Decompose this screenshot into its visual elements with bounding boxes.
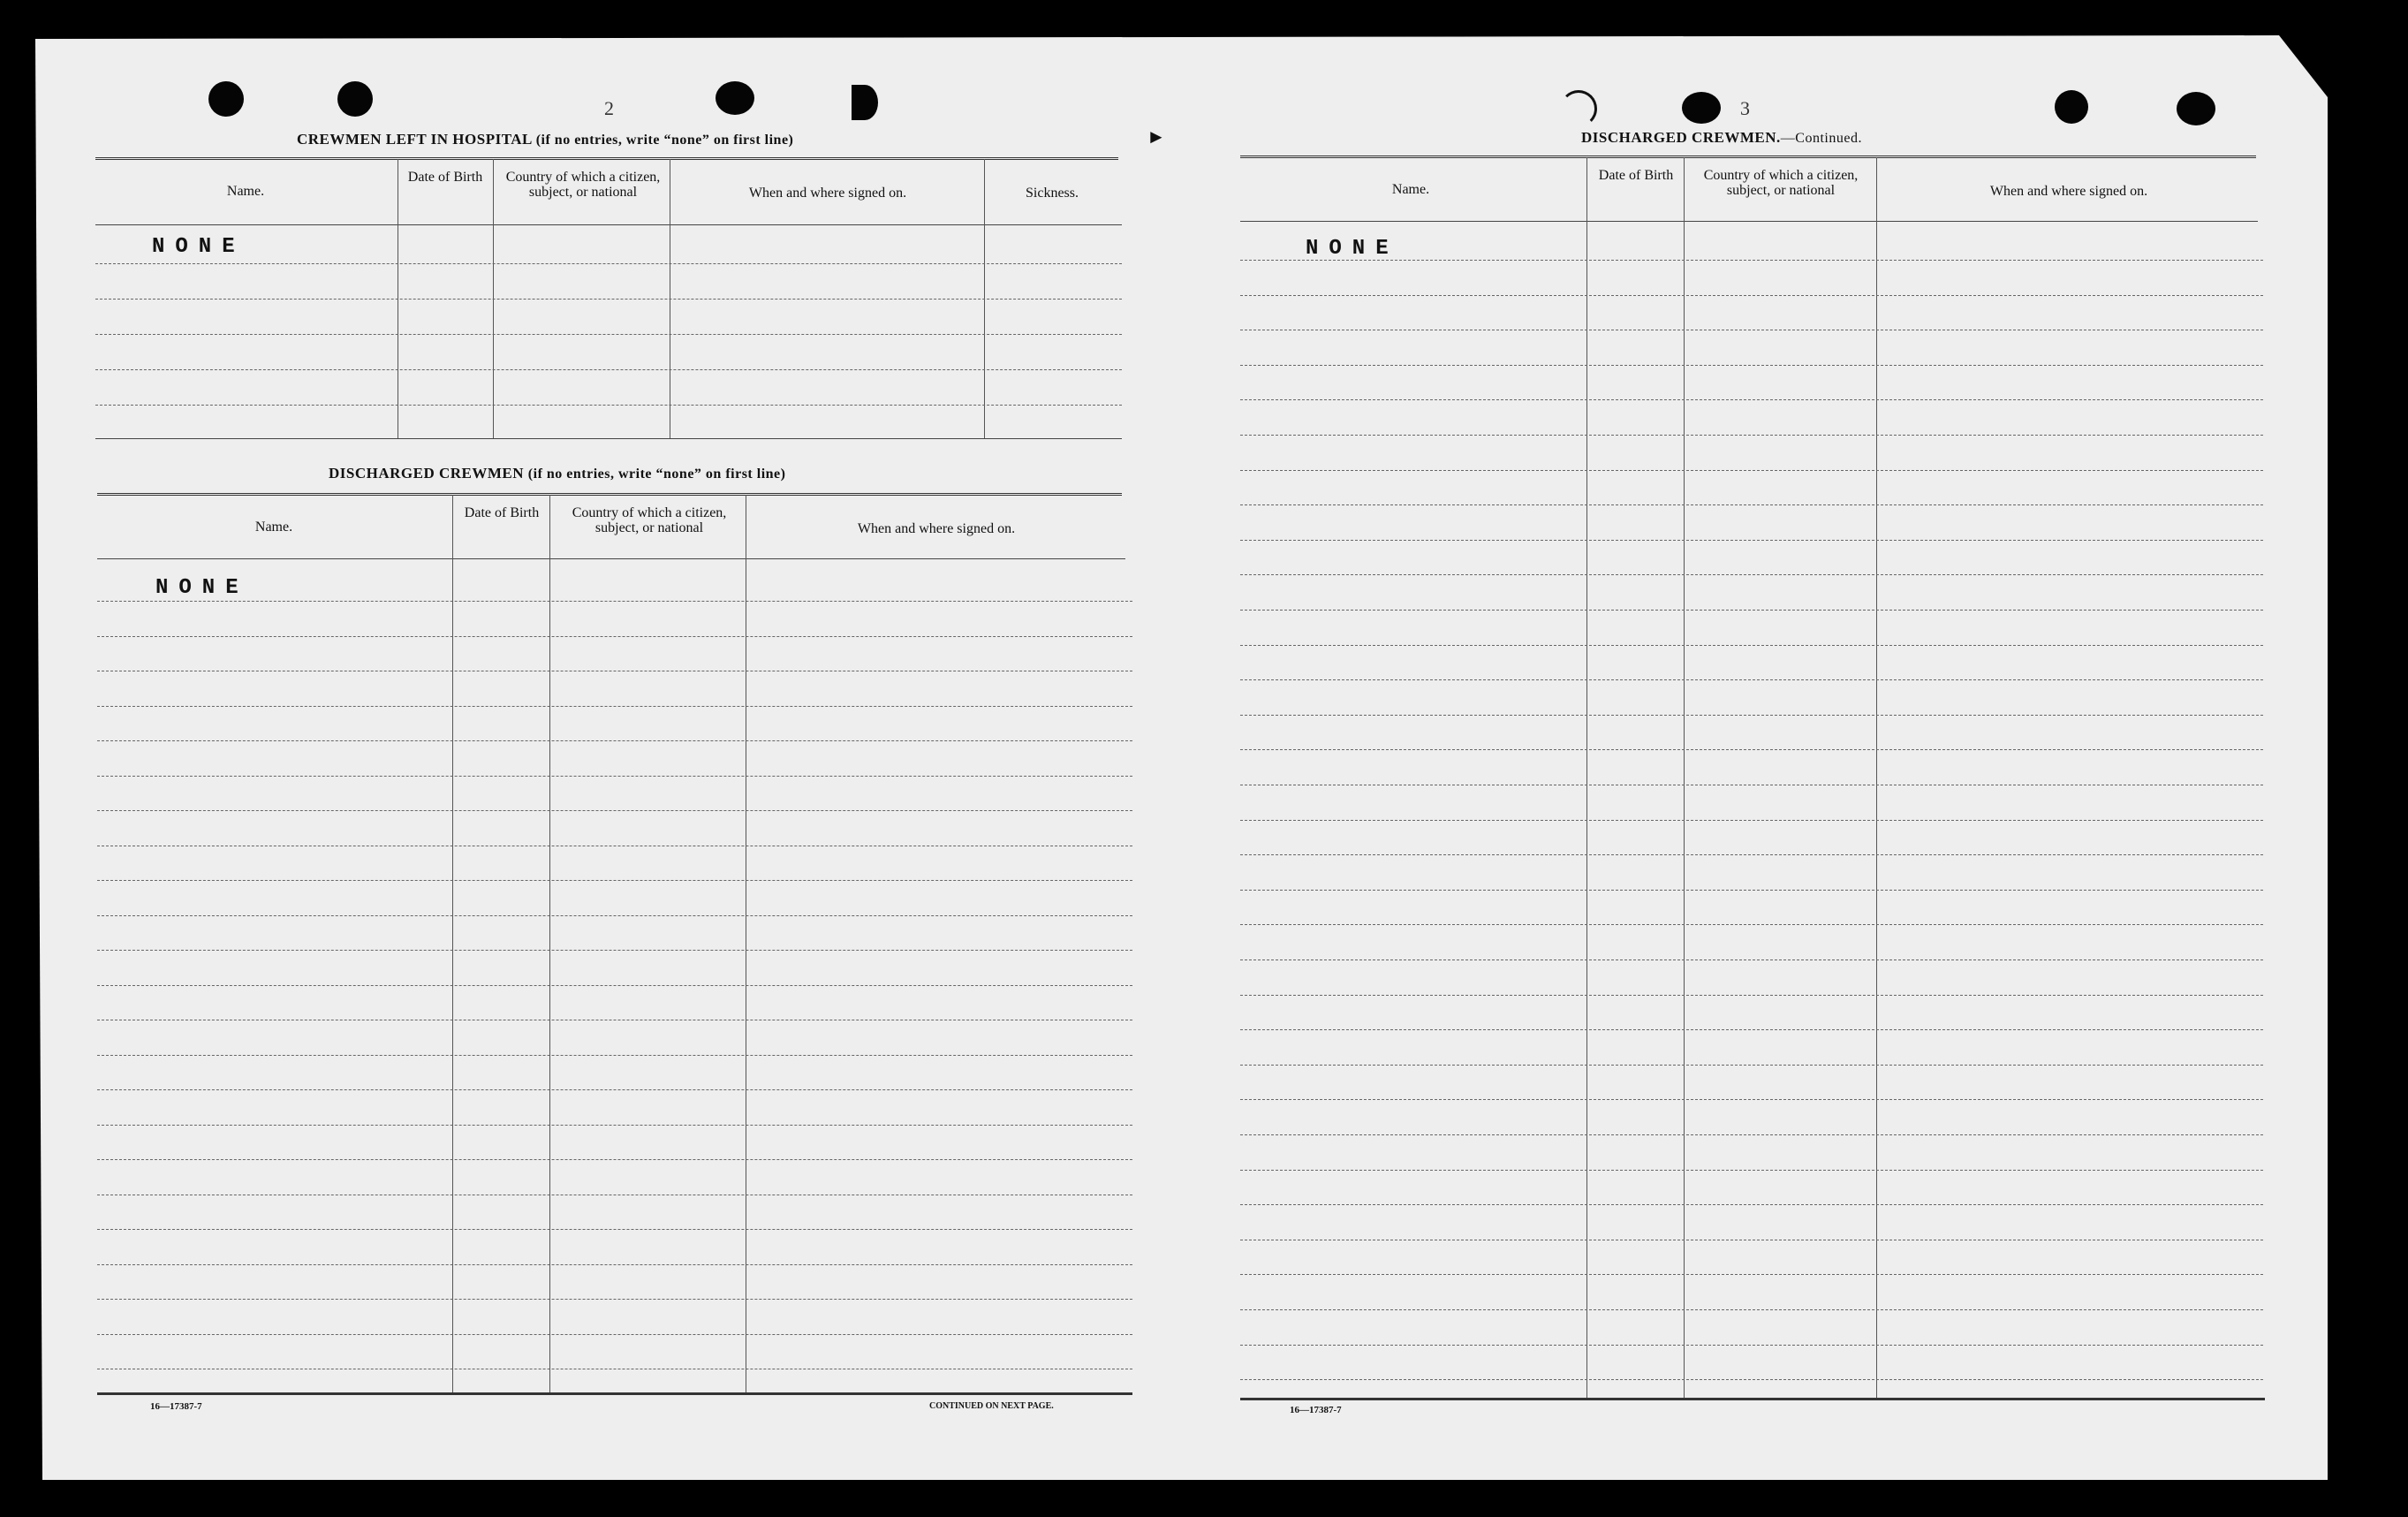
ruled-line — [1240, 1170, 2263, 1171]
right-header-country: Country of which a citizen, subject, or national — [1703, 168, 1859, 198]
discharged-continued-title-text: DISCHARGED CREWMEN. — [1581, 129, 1781, 146]
ruled-line — [97, 776, 1132, 777]
form-number-left: 16—17387-7 — [150, 1401, 202, 1412]
discharged-header-country: Country of which a citizen, subject, or national — [572, 505, 727, 535]
ruled-line — [95, 299, 1122, 300]
ruled-line — [97, 1125, 1132, 1126]
ruled-line — [1240, 610, 2263, 611]
ruled-line — [97, 1089, 1132, 1090]
ruled-line — [1240, 1309, 2263, 1310]
right-col-divider — [1684, 157, 1685, 1399]
ruled-line — [1240, 890, 2263, 891]
hospital-header-signed: When and where signed on. — [748, 186, 907, 201]
ruled-line — [97, 985, 1132, 986]
ruled-line — [1240, 260, 2263, 261]
discharged-header-signed: When and where signed on. — [857, 521, 1016, 536]
discharged-header-rule — [97, 558, 1125, 559]
punch-hole — [208, 81, 244, 117]
hospital-bottom-rule — [95, 438, 1122, 439]
ruled-line — [1240, 1274, 2263, 1275]
ruled-line — [1240, 470, 2263, 471]
ruled-line — [1240, 679, 2263, 680]
ruled-line — [97, 1159, 1132, 1160]
discharged-header-dob: Date of Birth — [464, 505, 540, 520]
ruled-line — [1240, 749, 2263, 750]
right-header-signed: When and where signed on. — [1989, 184, 2148, 199]
hospital-title-text: CREWMEN LEFT IN HOSPITAL — [297, 131, 532, 148]
hospital-header-dob: Date of Birth — [407, 170, 483, 185]
ruled-line — [97, 1229, 1132, 1230]
ruled-line — [97, 915, 1132, 916]
hospital-header-sickness: Sickness. — [1026, 186, 1079, 201]
ruled-line — [1240, 820, 2263, 821]
discharged-continued-suffix: —Continued. — [1780, 131, 1862, 146]
hospital-top-rule — [95, 157, 1118, 160]
hospital-section-title — [297, 131, 793, 148]
ruled-line — [1240, 504, 2263, 505]
ruled-line — [1240, 574, 2263, 575]
ruled-line — [1240, 295, 2263, 296]
discharged-header-name: Name. — [254, 520, 293, 535]
ruled-line — [1240, 399, 2263, 400]
binder-mark: ► — [1147, 125, 1166, 148]
hospital-header-rule — [95, 224, 1122, 225]
ruled-line — [97, 1299, 1132, 1300]
ruled-line — [1240, 854, 2263, 855]
punch-hole — [2055, 90, 2088, 124]
ruled-line — [1240, 995, 2263, 996]
punch-hole — [716, 81, 754, 115]
ruled-line — [95, 263, 1122, 264]
ruled-line — [1240, 1379, 2263, 1380]
discharged-bottom-rule — [97, 1392, 1132, 1395]
hospital-instruction: (if no entries, write “none” on first line) — [535, 133, 794, 148]
ruled-line — [1240, 1099, 2263, 1100]
ruled-line — [97, 950, 1132, 951]
ruled-line — [97, 880, 1132, 881]
hospital-entry-none: NONE — [152, 235, 246, 259]
page-number-right: 3 — [1740, 97, 1750, 119]
discharged-top-rule — [97, 493, 1122, 496]
ruled-line — [97, 740, 1132, 741]
ruled-line — [1240, 435, 2263, 436]
ruled-line — [97, 636, 1132, 637]
right-header-dob: Date of Birth — [1598, 168, 1674, 183]
punch-hole — [337, 81, 373, 117]
right-header-rule — [1240, 221, 2258, 222]
ruled-line — [97, 601, 1132, 602]
ruled-line — [1240, 645, 2263, 646]
ruled-line — [1240, 1204, 2263, 1205]
ruled-line — [97, 1055, 1132, 1056]
ruled-line — [95, 334, 1122, 335]
discharged-col-divider — [452, 495, 453, 1394]
ruled-line — [1240, 365, 2263, 366]
hospital-header-country: Country of which a citizen, subject, or national — [505, 170, 661, 200]
discharged-entry-none: NONE — [155, 576, 249, 600]
right-bottom-rule — [1240, 1398, 2265, 1400]
ruled-line — [1240, 924, 2263, 925]
right-col-divider — [1586, 157, 1587, 1399]
discharged-section-title — [329, 465, 785, 482]
punch-hole — [1560, 90, 1597, 127]
ruled-line — [1240, 540, 2263, 541]
discharged-instruction: (if no entries, write “none” on first line) — [527, 466, 786, 482]
ruled-line — [1240, 1134, 2263, 1135]
ruled-line — [97, 1334, 1132, 1335]
ruled-line — [97, 1264, 1132, 1265]
form-number-right: 16—17387-7 — [1290, 1405, 1342, 1415]
right-entry-none: NONE — [1306, 237, 1399, 261]
page-number-left: 2 — [604, 97, 614, 119]
discharged-continued-title — [1581, 129, 1862, 147]
ruled-line — [1240, 1345, 2263, 1346]
ruled-line — [1240, 715, 2263, 716]
ruled-line — [97, 810, 1132, 811]
ruled-line — [95, 405, 1122, 406]
ruled-line — [95, 369, 1122, 370]
punch-hole — [1682, 92, 1721, 124]
hospital-header-name: Name. — [226, 184, 265, 199]
right-top-rule — [1240, 155, 2256, 158]
ruled-line — [1240, 1065, 2263, 1066]
punch-hole — [2177, 92, 2215, 125]
ruled-line — [97, 706, 1132, 707]
discharged-col-divider — [549, 495, 550, 1394]
ruled-line — [1240, 1029, 2263, 1030]
punch-hole — [852, 85, 878, 120]
right-header-name: Name. — [1391, 182, 1430, 197]
discharged-title-text: DISCHARGED CREWMEN — [329, 465, 525, 482]
document-sheet — [35, 35, 2328, 1480]
continued-note: CONTINUED ON NEXT PAGE. — [929, 1401, 1054, 1411]
right-col-divider — [1876, 157, 1877, 1399]
